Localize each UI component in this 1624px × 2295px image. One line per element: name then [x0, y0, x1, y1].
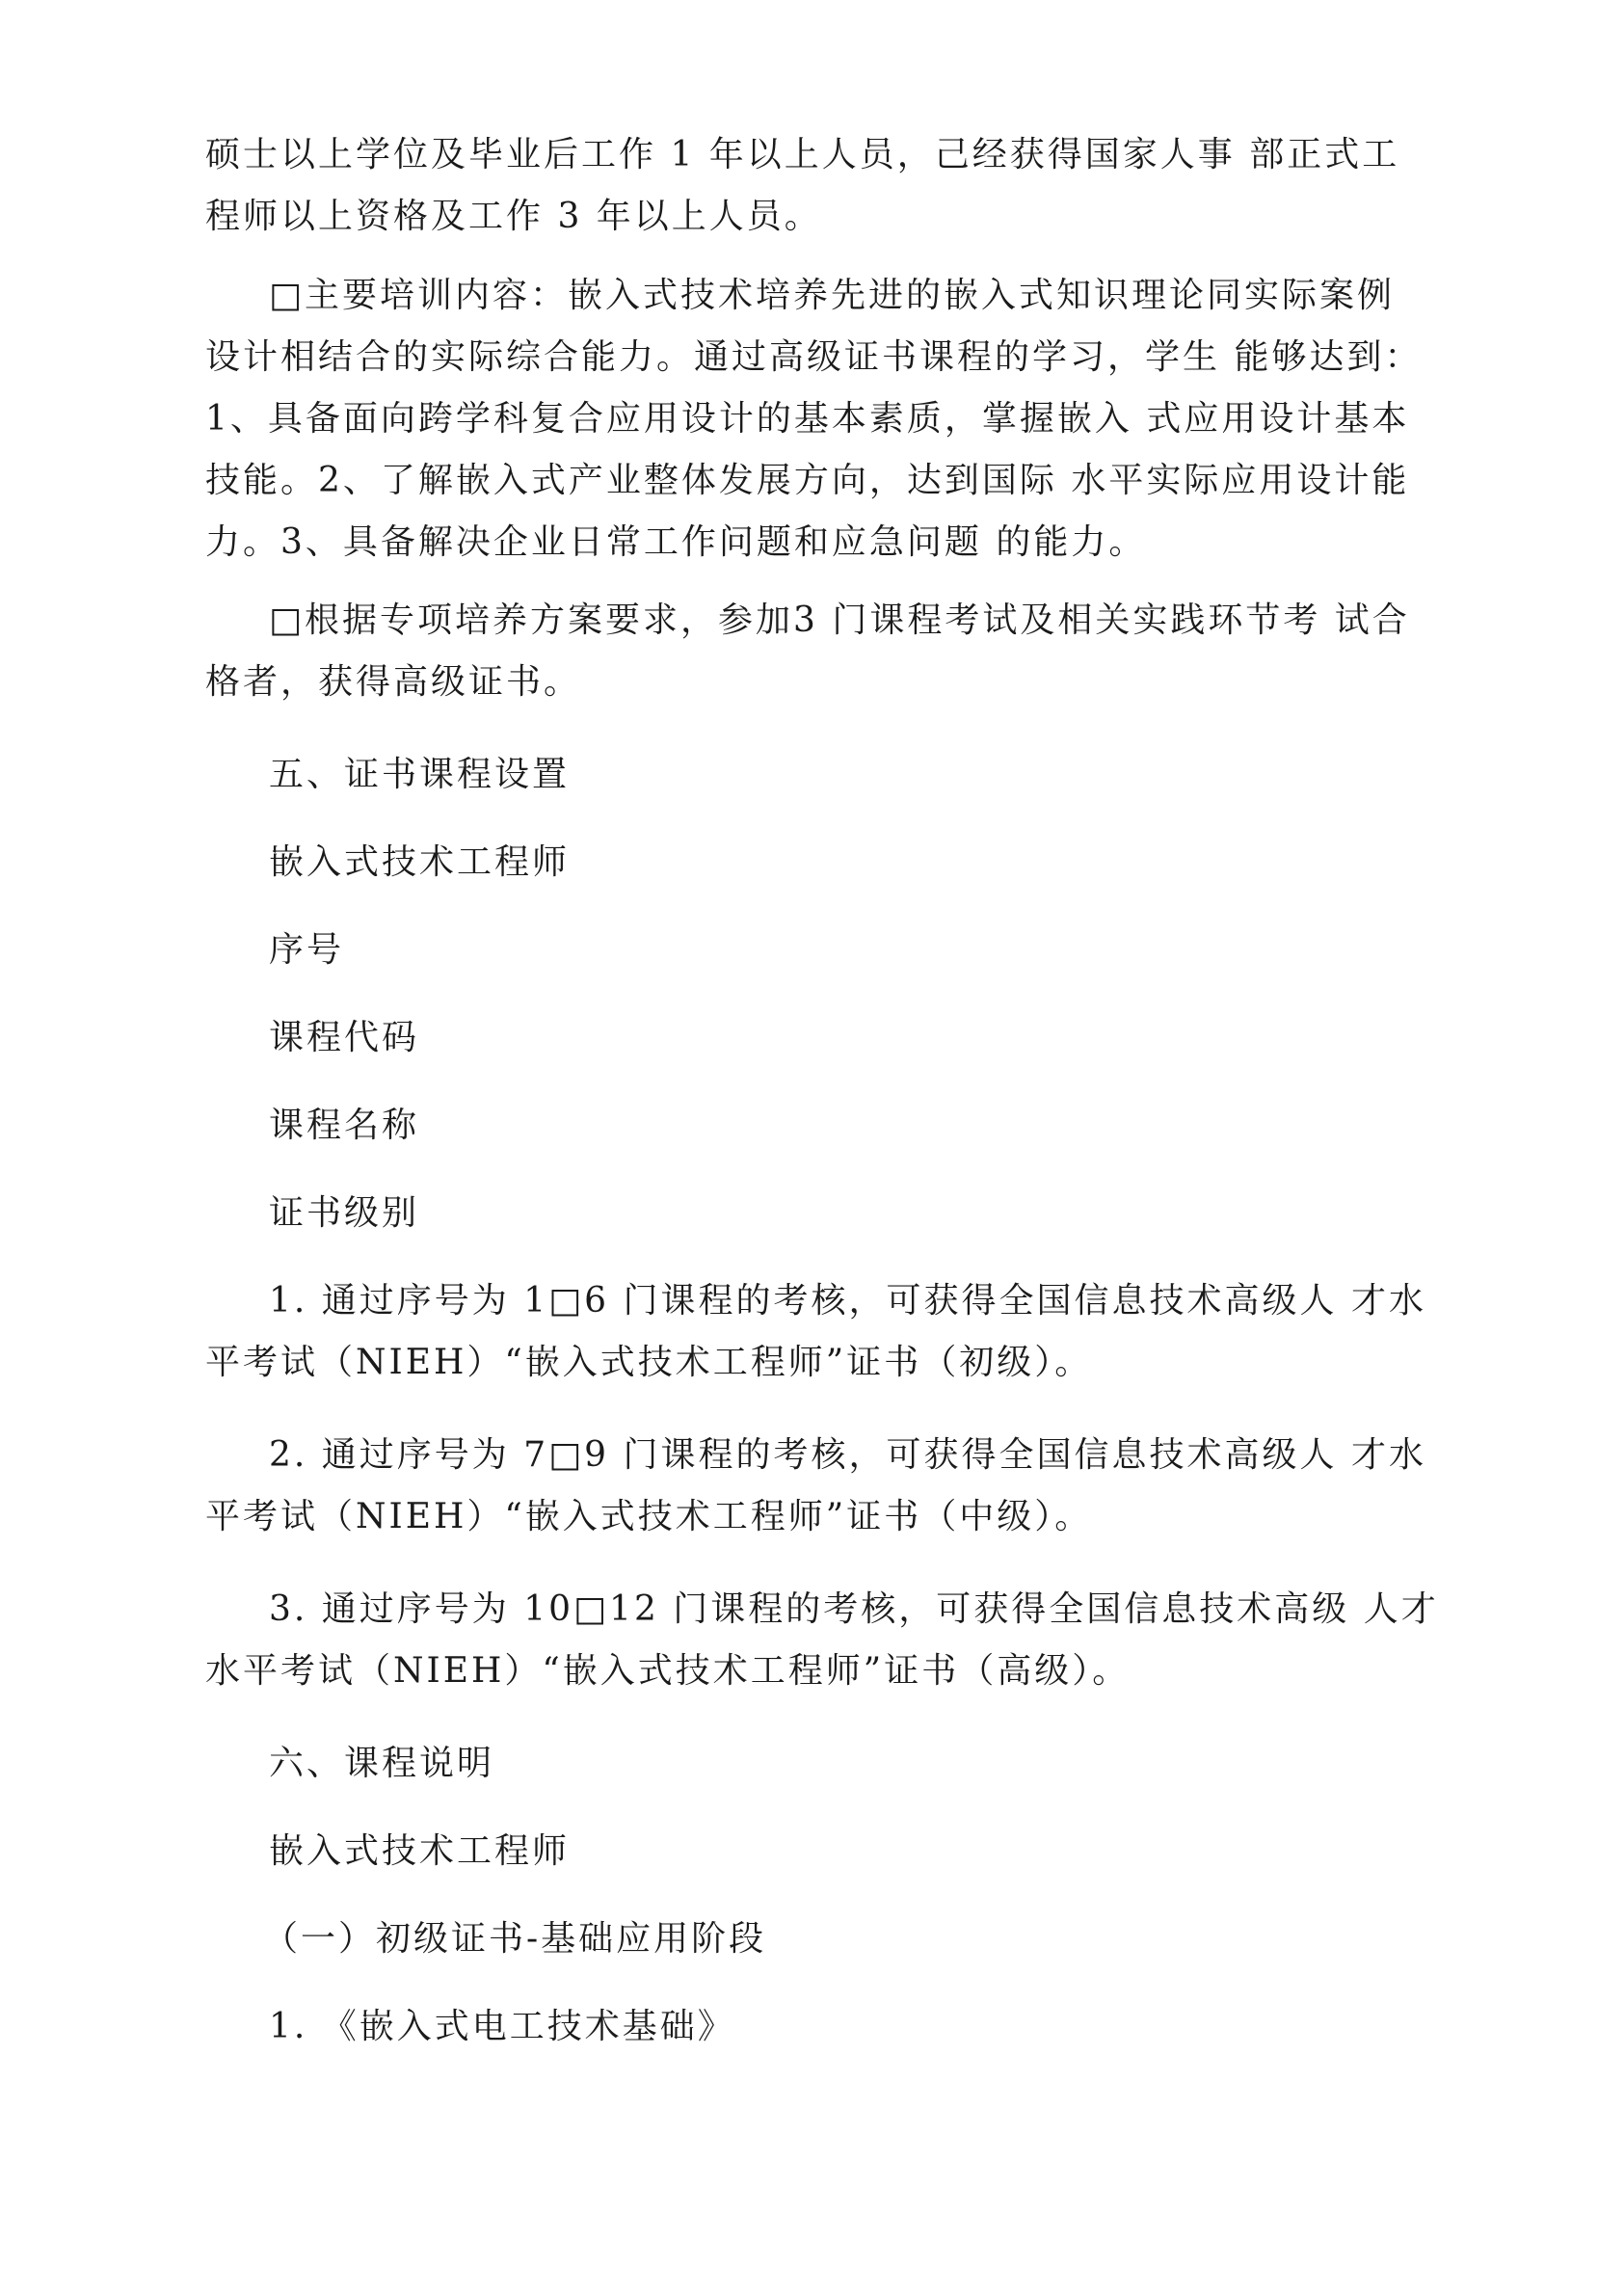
text-line: 设计相结合的实际综合能力。通过高级证书课程的学习，学生 能够达到： [205, 337, 1423, 377]
text-line: 嵌入式技术工程师 [269, 842, 571, 882]
text-line: 力。3、具备解决企业日常工作问题和应急问题 的能力。 [205, 522, 1147, 562]
subsection-primary-cert [205, 1908, 1434, 1970]
text-line: □主要培训内容：嵌入式技术培养先进的嵌入式知识理论同实际案例 [269, 276, 1396, 315]
heading-text: 六、课程说明 [269, 1744, 495, 1783]
text-line: 格者，获得高级证书。 [205, 662, 582, 702]
text-line: 3. 通过序号为 10□12 门课程的考核，可获得全国信息技术高级 人才 [269, 1589, 1439, 1629]
text-line: 硕士以上学位及毕业后工作 1 年以上人员，己经获得国家人事 部正式工 [205, 135, 1400, 174]
text-line: 1. 通过序号为 1□6 门课程的考核，可获得全国信息技术高级人 才水 [269, 1281, 1426, 1321]
course-item-electrical-basics [205, 1996, 1434, 2058]
text-line: 程师以上资格及工作 3 年以上人员。 [205, 197, 822, 236]
heading-text: 五、证书课程设置 [269, 755, 571, 794]
paragraph-exam-requirement [205, 590, 1434, 713]
text-line: 1. 《嵌入式电工技术基础》 [269, 2007, 735, 2046]
text-line: 平考试（NIEH）“嵌入式技术工程师”证书（初级）。 [205, 1343, 1093, 1382]
section-heading-course-setup [205, 744, 1434, 806]
text-line: 2. 通过序号为 7□9 门课程的考核，可获得全国信息技术高级人 才水 [269, 1435, 1426, 1475]
list-item-intermediate [205, 1425, 1434, 1548]
table-header-serial [205, 920, 1434, 981]
text-line: 1、具备面向跨学科复合应用设计的基本素质，掌握嵌入 式应用设计基本 [205, 399, 1410, 439]
section-heading-course-description [205, 1733, 1434, 1795]
text-line: 证书级别 [269, 1193, 420, 1233]
text-line: 课程名称 [269, 1106, 420, 1145]
table-header-course-name [205, 1095, 1434, 1157]
list-item-advanced [205, 1579, 1439, 1702]
paragraph-qualification [205, 124, 1434, 248]
course-title [205, 832, 1434, 894]
text-line: □根据专项培养方案要求，参加3 门课程考试及相关实践环节考 试合 [269, 600, 1410, 640]
text-line: 水平考试（NIEH）“嵌入式技术工程师”证书（高级）。 [205, 1651, 1131, 1691]
course-title-repeat [205, 1821, 1434, 1882]
text-line: （一）初级证书-基础应用阶段 [263, 1919, 767, 1959]
text-line: 平考试（NIEH）“嵌入式技术工程师”证书（中级）。 [205, 1497, 1093, 1536]
table-header-cert-level [205, 1183, 1434, 1244]
table-header-course-code [205, 1007, 1434, 1069]
paragraph-training-content [205, 265, 1434, 574]
text-line: 课程代码 [269, 1018, 420, 1057]
text-line: 序号 [269, 930, 345, 970]
list-item-primary [205, 1270, 1434, 1394]
text-line: 技能。2、了解嵌入式产业整体发展方向，达到国际 水平实际应用设计能 [205, 461, 1410, 500]
text-line: 嵌入式技术工程师 [269, 1831, 571, 1871]
